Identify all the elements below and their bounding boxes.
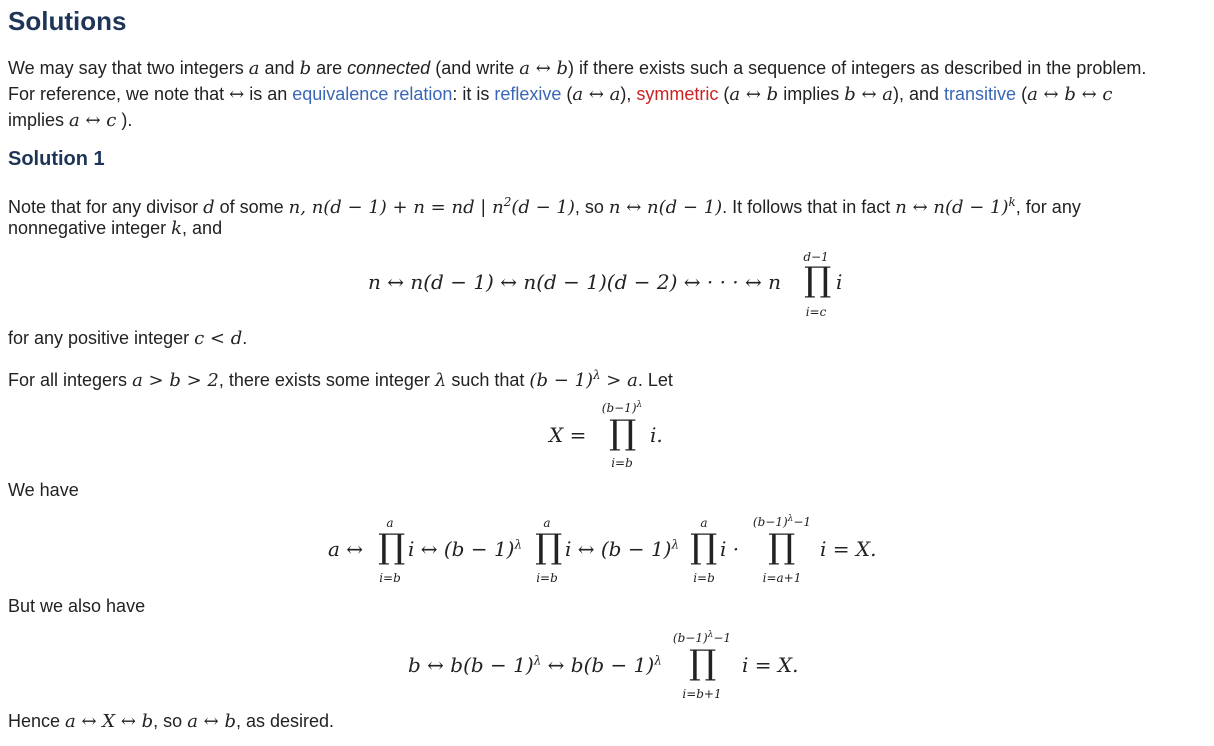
math-d: d	[203, 197, 215, 218]
math-exp: λ	[592, 368, 601, 382]
upper-exp: λ	[787, 514, 794, 524]
text: , as desired.	[235, 711, 335, 731]
solution-line-4	[8, 362, 673, 394]
upper-exp: λ	[636, 400, 643, 410]
equivalence-relation-link[interactable]: equivalence relation	[292, 84, 453, 104]
solution-line-2	[8, 215, 222, 242]
text: (	[561, 84, 573, 104]
equation-2-part: i ·	[720, 537, 740, 561]
math-exp: k	[1008, 195, 1016, 209]
text: , and	[182, 218, 223, 238]
math-arrow: ↔	[229, 84, 245, 105]
product-lower-limit: i=b+1	[682, 687, 722, 701]
text: For reference, we note that	[8, 84, 230, 104]
reflexive-link[interactable]: reflexive	[494, 84, 562, 104]
product-upper-limit: a	[386, 516, 394, 530]
text: , there exists some integer	[218, 370, 435, 390]
connected-term: connected	[347, 58, 431, 78]
math-expr: (d − 1)	[511, 197, 575, 218]
equation-2-part	[408, 537, 522, 561]
symmetric-link[interactable]: symmetric	[636, 84, 719, 104]
product-lower-limit: i=b	[693, 571, 715, 585]
upper-exp: λ	[707, 630, 714, 640]
text: are	[311, 58, 348, 78]
upper-base: (b−1)	[752, 515, 788, 529]
equation-2-start: a ↔	[328, 537, 364, 561]
math-rel: b ↔ a	[844, 84, 893, 105]
math-rel: a ↔ b ↔ c	[1027, 84, 1113, 105]
text: nonnegative integer	[8, 218, 172, 238]
upper-tail: −1	[713, 631, 732, 645]
text: . Let	[637, 370, 673, 390]
math-expr: > a	[600, 370, 638, 391]
text: ),	[620, 84, 637, 104]
product-symbol: ∏	[378, 527, 406, 567]
math-expr: c < d	[194, 328, 243, 349]
text: (	[718, 84, 730, 104]
product-upper-limit: a	[543, 516, 551, 530]
text: (	[1016, 84, 1028, 104]
equation-2-part	[565, 537, 679, 561]
solution-line-7	[8, 708, 334, 735]
product-body: i.	[650, 423, 663, 447]
math-rel: a ↔ b	[729, 84, 779, 105]
text: We may say that two integers	[8, 58, 249, 78]
math-rel: a ↔ a	[572, 84, 621, 105]
text: , so	[153, 711, 188, 731]
text: of some	[214, 197, 289, 217]
intro-line-2	[8, 81, 1112, 108]
upper-base: (b−1)	[601, 401, 637, 415]
text: (and write	[430, 58, 520, 78]
equation-3-start	[408, 653, 662, 677]
upper-tail: −1	[793, 515, 812, 529]
exp: λ	[654, 653, 662, 668]
math-rel: a ↔ c	[69, 110, 117, 131]
solution-line-5: We have	[8, 480, 79, 500]
text: , for any	[1015, 197, 1081, 217]
text: For all integers	[8, 370, 133, 390]
upper-base: (b−1)	[672, 631, 708, 645]
math-rel: a ↔ b	[519, 58, 569, 79]
text: . It follows that in fact	[722, 197, 896, 217]
exp: λ	[514, 537, 523, 552]
solution-line-3	[8, 325, 247, 352]
equation-2-end: i = X.	[820, 537, 877, 561]
text: .	[242, 328, 248, 348]
text: , so	[574, 197, 609, 217]
text: : it is	[452, 84, 495, 104]
product-body: i	[836, 270, 843, 294]
transitive-link[interactable]: transitive	[944, 84, 1017, 104]
equation-x-left: X =	[549, 423, 587, 447]
product-symbol: ∏	[689, 643, 717, 683]
text: for any positive integer	[8, 328, 195, 348]
product-symbol: ∏	[609, 413, 637, 453]
product-lower-limit: i=a+1	[762, 571, 802, 585]
math-k: k	[171, 218, 183, 239]
product-symbol: ∏	[535, 527, 563, 567]
page-title: Solutions	[8, 6, 127, 36]
text: is an	[244, 84, 293, 104]
math-expr: n, n(d − 1) + n = nd | n	[288, 197, 504, 218]
product-upper-limit: d−1	[803, 250, 829, 264]
math-expr: a > b > 2	[132, 370, 219, 391]
math-exp: 2	[503, 195, 512, 209]
product-lower-limit: i=b	[379, 571, 401, 585]
expr: i ↔ (b − 1)	[565, 537, 672, 561]
equation-chain: n ↔ n(d − 1) ↔ n(d − 1)(d − 2) ↔ · · · ↔ n	[368, 270, 782, 294]
text: Note that for any divisor	[8, 197, 204, 217]
product-symbol: ∏	[804, 260, 832, 300]
text: ).	[116, 110, 133, 130]
math-expr: a ↔ X ↔ b	[65, 711, 154, 732]
math-a: a	[248, 58, 260, 79]
text: Hence	[8, 711, 66, 731]
text: ), and	[893, 84, 945, 104]
expr: ↔ b(b − 1)	[541, 653, 655, 677]
math-expr: n ↔ n(d − 1)	[608, 197, 723, 218]
product-lower-limit: i=b	[536, 571, 558, 585]
intro-line-1	[8, 55, 1146, 82]
solution-line-6: But we also have	[8, 596, 146, 616]
text: implies	[8, 110, 70, 130]
exp: λ	[671, 537, 680, 552]
math-b: b	[299, 58, 312, 79]
product-lower-limit: i=c	[805, 305, 827, 319]
math-expr: n ↔ n(d − 1)	[895, 197, 1009, 218]
math-lambda: λ	[434, 370, 447, 391]
product-upper-limit: a	[700, 516, 708, 530]
text: such that	[446, 370, 530, 390]
intro-line-3	[8, 107, 132, 134]
math-expr: (b − 1)	[529, 370, 593, 391]
expr: i ↔ (b − 1)	[408, 537, 515, 561]
expr: b ↔ b(b − 1)	[408, 653, 534, 677]
equation-3-end: i = X.	[742, 653, 799, 677]
exp: λ	[533, 653, 542, 668]
text: and	[259, 58, 300, 78]
solution-heading: Solution 1	[8, 148, 105, 170]
product-symbol: ∏	[768, 527, 796, 567]
math-expr: a ↔ b	[187, 711, 236, 732]
text: implies	[778, 84, 845, 104]
product-symbol: ∏	[690, 527, 718, 567]
text: ) if there exists such a sequence of integers as described in the problem.	[568, 58, 1147, 78]
product-lower-limit: i=b	[611, 456, 633, 470]
